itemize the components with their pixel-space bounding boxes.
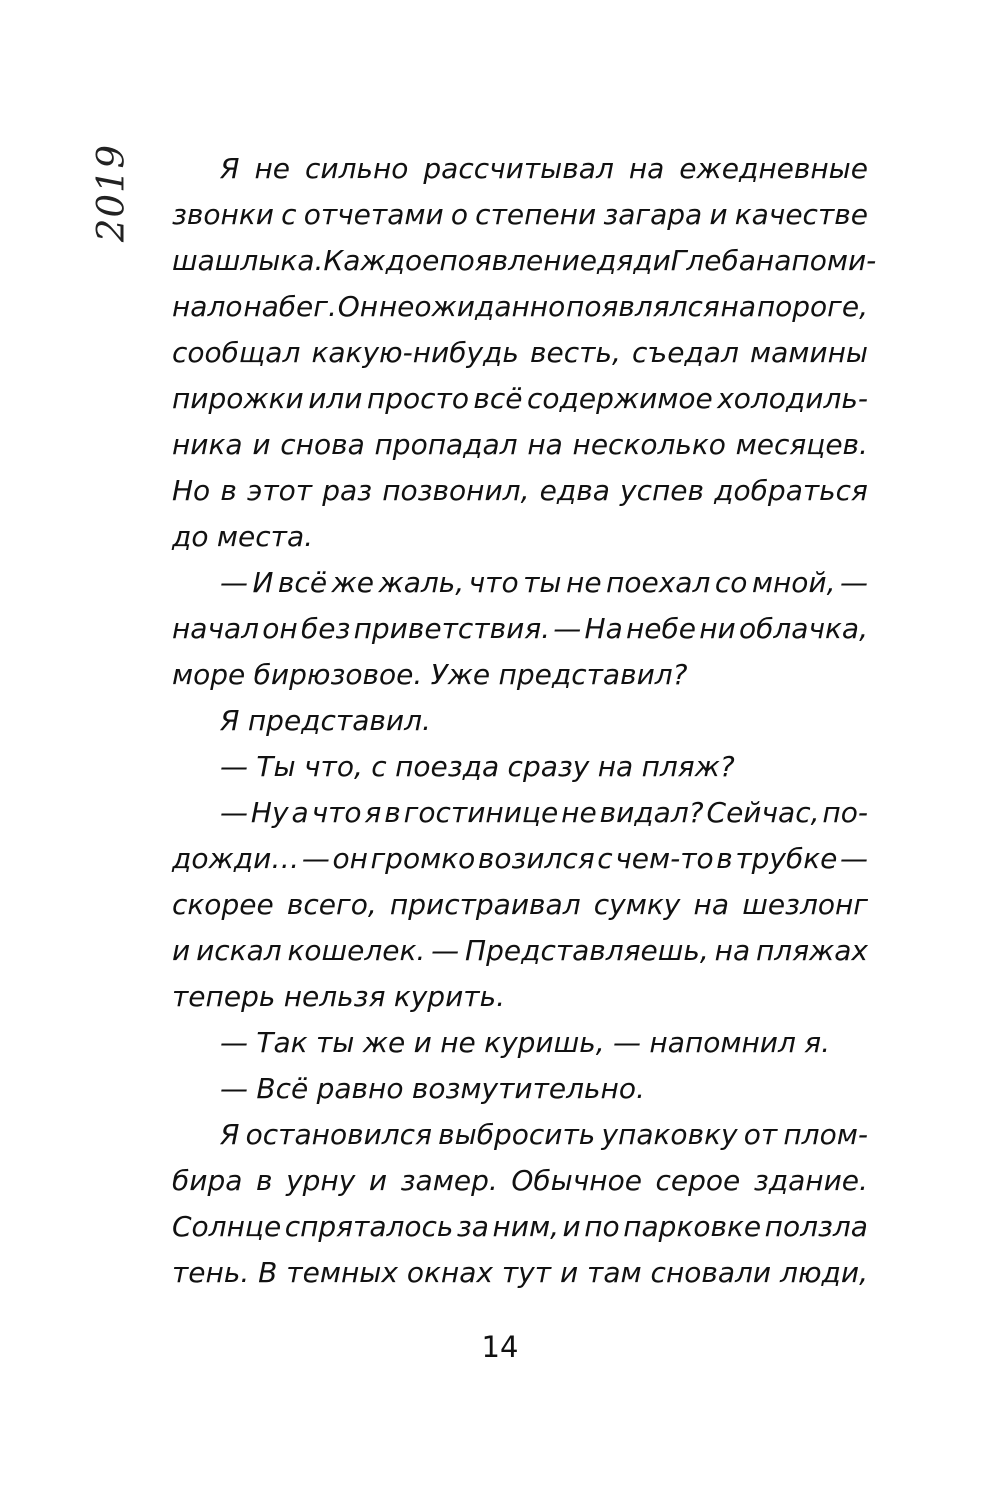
word: или: [308, 382, 363, 415]
word: я.: [804, 1026, 830, 1059]
word: скорее: [172, 888, 274, 921]
word: —: [301, 842, 330, 875]
word: в: [384, 796, 401, 829]
text-line: [172, 1066, 868, 1112]
word: что: [468, 566, 519, 599]
word: —: [220, 1026, 248, 1059]
text-line: [172, 192, 868, 238]
word: громко: [370, 842, 476, 875]
text-line: [172, 974, 868, 1020]
word: холодиль-: [717, 382, 868, 415]
word: на: [628, 152, 665, 185]
text-line: [172, 790, 868, 836]
word: за: [456, 1210, 489, 1243]
word: остановился: [245, 1118, 432, 1151]
word: в: [255, 1164, 273, 1197]
word: и: [172, 934, 191, 967]
side-year-mark: [82, 143, 140, 243]
word: месяцев.: [735, 428, 868, 461]
word: приветствия.: [353, 612, 551, 645]
text-line: [172, 560, 868, 606]
word: напомнил: [649, 1026, 796, 1059]
word: поехал: [606, 566, 711, 599]
text-line: [172, 836, 868, 882]
word: Но: [172, 474, 211, 507]
word: трубке: [735, 842, 838, 875]
word: в: [716, 842, 733, 875]
word: в: [220, 474, 237, 507]
word: —: [553, 612, 582, 645]
text-line: [172, 1158, 868, 1204]
word: содержимое: [526, 382, 713, 415]
text-line: [172, 376, 868, 422]
word: же: [331, 566, 374, 599]
word: на: [714, 934, 751, 967]
word: что,: [304, 750, 363, 783]
word: —: [220, 566, 248, 599]
word: успев: [620, 474, 705, 507]
word: парковке: [623, 1210, 762, 1243]
word: Он: [337, 290, 379, 323]
word: облачка,: [739, 612, 868, 645]
text-line: [172, 1250, 868, 1296]
word: сильно: [304, 152, 409, 185]
word: неожиданно: [378, 290, 566, 323]
word: —: [839, 842, 868, 875]
text-line: [172, 1112, 868, 1158]
word: с: [597, 842, 613, 875]
word: на: [527, 428, 563, 461]
word: пляжах: [756, 934, 868, 967]
word: о: [450, 198, 468, 231]
word: какую-нибудь: [311, 336, 519, 369]
word: На: [584, 612, 623, 645]
text-line: [172, 284, 868, 330]
word: звонки: [172, 198, 274, 231]
word: же: [362, 1026, 406, 1059]
word: отчетами: [303, 198, 444, 231]
word: сновали: [650, 1256, 772, 1289]
text-line: [172, 1204, 868, 1250]
text-line: [172, 652, 868, 698]
word: —: [220, 750, 248, 783]
word: окнах: [406, 1256, 493, 1289]
word: набег.: [243, 290, 337, 323]
word: видал?: [599, 796, 704, 829]
word: ника: [172, 428, 243, 461]
word: от: [743, 1118, 778, 1151]
word: сумку: [593, 888, 681, 921]
word: В: [258, 1256, 278, 1289]
word: шезлонг: [742, 888, 868, 921]
word: съедал: [632, 336, 739, 369]
word: весть,: [530, 336, 621, 369]
word: позвонил,: [382, 474, 530, 507]
word: темных: [286, 1256, 398, 1289]
word: жаль,: [378, 566, 465, 599]
word: ним,: [492, 1210, 560, 1243]
word: спряталось: [284, 1210, 454, 1243]
word: Ты: [256, 750, 296, 783]
word: Я: [220, 1118, 240, 1151]
body-text: [172, 146, 877, 1296]
text-line: [172, 468, 868, 514]
word: возился: [477, 842, 595, 875]
word: на: [720, 290, 756, 323]
word: —: [613, 1026, 642, 1059]
word: Представляешь,: [465, 934, 709, 967]
word: пристраивал: [389, 888, 581, 921]
text-line: [172, 1020, 868, 1066]
word: рассчитывал: [423, 152, 614, 185]
word: курить.: [393, 980, 505, 1013]
word: пирожки: [172, 382, 304, 415]
word: раз: [322, 474, 373, 507]
word: этот: [246, 474, 313, 507]
word: без: [300, 612, 351, 645]
word: небе: [625, 612, 697, 645]
word: урну: [286, 1164, 356, 1197]
word: не: [254, 152, 290, 185]
word: сразу: [507, 750, 590, 783]
word: гостинице: [403, 796, 559, 829]
word: появлялся: [566, 290, 720, 323]
word: плом-: [783, 1118, 868, 1151]
word: дожди…: [172, 842, 300, 875]
word: представил?: [498, 658, 688, 691]
word: по: [584, 1210, 620, 1243]
word: Так: [256, 1026, 308, 1059]
word: там: [587, 1256, 642, 1289]
word: не: [566, 566, 602, 599]
word: и: [559, 1256, 579, 1289]
word: ежедневные: [679, 152, 868, 185]
word: всего,: [286, 888, 377, 921]
word: Обычное: [511, 1164, 642, 1197]
word: что: [311, 796, 362, 829]
word: Сейчас,: [706, 796, 820, 829]
word: и: [709, 198, 728, 231]
word: серое: [655, 1164, 741, 1197]
word: сообщал: [172, 336, 301, 369]
word: тут: [501, 1256, 552, 1289]
word: добраться: [714, 474, 868, 507]
word: пороге,: [756, 290, 868, 323]
word: упаковку: [601, 1118, 738, 1151]
text-line: [172, 514, 868, 560]
word: на: [597, 750, 634, 783]
word: а: [291, 796, 309, 829]
word: всё: [277, 566, 328, 599]
word: места.: [216, 520, 314, 553]
word: Я: [220, 704, 240, 737]
word: с: [371, 750, 387, 783]
word: он: [332, 842, 368, 875]
word: ты: [523, 566, 562, 599]
word: загара: [603, 198, 703, 231]
word: до: [172, 520, 209, 553]
word: куришь,: [484, 1026, 605, 1059]
word: нало: [172, 290, 243, 323]
word: Ну: [250, 796, 289, 829]
word: чем-то: [615, 842, 714, 875]
word: выбросить: [438, 1118, 596, 1151]
word: люди,: [780, 1256, 868, 1289]
word: теперь: [172, 980, 276, 1013]
word: Глеба: [670, 244, 756, 277]
side-year-text: 2019: [89, 143, 133, 243]
word: он: [262, 612, 298, 645]
word: степени: [475, 198, 597, 231]
word: бирюзовое.: [253, 658, 423, 691]
text-line: [172, 330, 868, 376]
word: по-: [822, 796, 868, 829]
word: я: [364, 796, 382, 829]
word: море: [172, 658, 246, 691]
word: здание.: [753, 1164, 868, 1197]
word: не: [561, 796, 597, 829]
text-line: [172, 422, 868, 468]
word: нельзя: [283, 980, 386, 1013]
word: снова: [280, 428, 365, 461]
word: со: [714, 566, 748, 599]
word: Уже: [430, 658, 491, 691]
word: —: [220, 1072, 248, 1105]
word: бира: [172, 1164, 243, 1197]
text-line: [172, 698, 868, 744]
word: —: [220, 796, 248, 829]
page-number: 14: [481, 1330, 519, 1364]
word: ползла: [764, 1210, 868, 1243]
word: возмутительно.: [411, 1072, 645, 1105]
word: ты: [315, 1026, 355, 1059]
word: пропадал: [374, 428, 518, 461]
word: и: [413, 1026, 432, 1059]
word: Я: [220, 152, 240, 185]
word: на: [693, 888, 730, 921]
word: не: [440, 1026, 476, 1059]
word: и: [562, 1210, 581, 1243]
word: мной,: [751, 566, 836, 599]
word: искал: [196, 934, 282, 967]
word: начал: [172, 612, 260, 645]
word: качестве: [734, 198, 868, 231]
word: шашлыка.: [172, 244, 324, 277]
word: просто: [366, 382, 469, 415]
word: Всё: [256, 1072, 309, 1105]
word: едва: [539, 474, 610, 507]
word: дяди: [597, 244, 671, 277]
word: —: [431, 934, 460, 967]
word: напоми-: [755, 244, 877, 277]
word: появление: [439, 244, 597, 277]
word: Солнце: [172, 1210, 282, 1243]
word: И: [252, 566, 274, 599]
text-line: [172, 238, 877, 284]
word: и: [252, 428, 271, 461]
text-line: [172, 606, 868, 652]
word: Каждое: [323, 244, 440, 277]
text-line: [172, 882, 868, 928]
word: пляж?: [641, 750, 735, 783]
word: кошелек.: [287, 934, 426, 967]
word: и: [368, 1164, 388, 1197]
word: поезда: [395, 750, 500, 783]
word: ни: [699, 612, 736, 645]
word: замер.: [400, 1164, 498, 1197]
word: всё: [473, 382, 523, 415]
word: мамины: [749, 336, 868, 369]
word: равно: [316, 1072, 404, 1105]
text-line: [172, 928, 868, 974]
word: —: [840, 566, 868, 599]
word: с: [281, 198, 297, 231]
text-line: [172, 744, 868, 790]
word: тень.: [172, 1256, 250, 1289]
text-line: [172, 146, 868, 192]
word: несколько: [572, 428, 726, 461]
word: представил.: [247, 704, 431, 737]
